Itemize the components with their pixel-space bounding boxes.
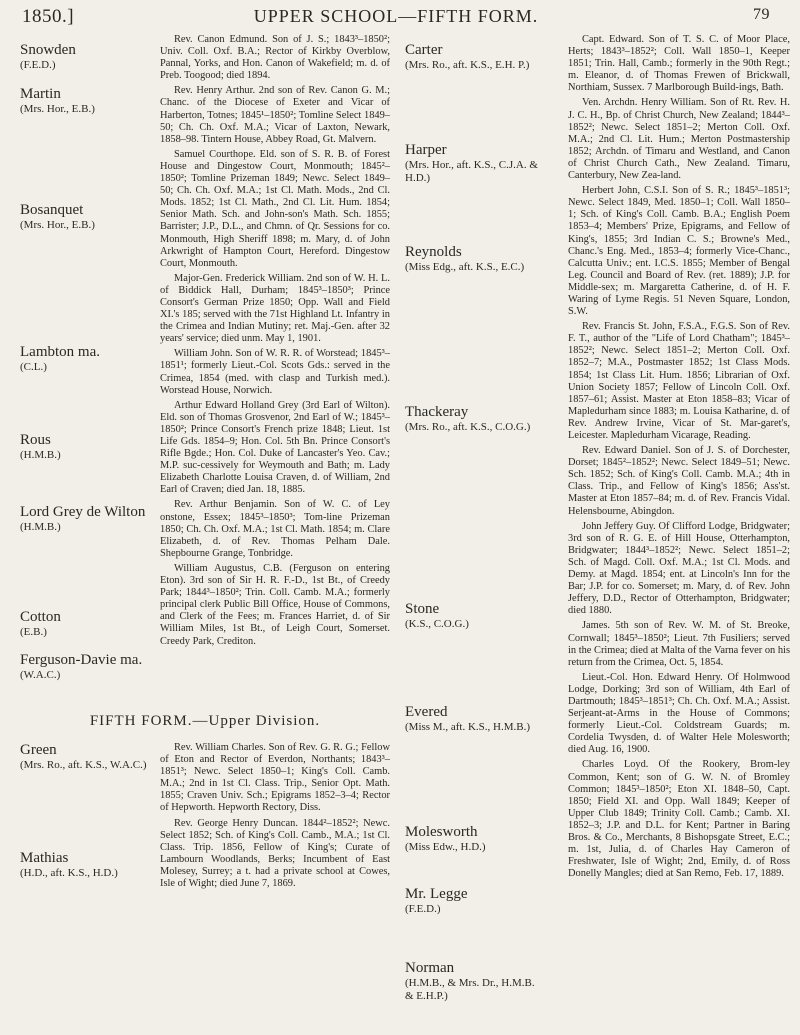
header-year: 1850.] (22, 6, 75, 27)
entry-thackeray: Rev. Francis St. John, F.S.A., F.G.S. Son of Rev. F. T., author of the "Life of Lord Chatham"; 1845³–1852²; Newc. Select 1851–2; Merton Coll. Oxf. 1852–7; M.A., Postmaster 1852; 1st Class Mods. 1854; 1st Class Lit. Hum. 1856; Librarian of Oxf. Union Society 1857; Fellow of Lincoln Coll. Oxf. 1857–61; Assist. Master at Eton 1858–83; Vicar of Mapledurham since 1883; m. Louisa Katharine, d. of Rev. Andrew Irvine, Vicar of St. Mar-garet's, Leicester. Mapledurham Vicarage, Reading. (568, 321, 790, 441)
entry-mathias: Rev. George Henry Duncan. 1844²–1852²; Newc. Select 1852; Sch. of King's Coll. Camb., M.A.; 1st Cl. Class. Trip. 1856, Fellow of King's; Curate of Lambourn Woodlands, Berks; Incumbent of East Molesey, Surrey; a t. had a private school at Cowes, Isle of Wight; died June 7, 1869. (160, 817, 390, 890)
entry-martin: Rev. Henry Arthur. 2nd son of Rev. Canon G. M.; Chanc. of the Diocese of Exeter and Vicar of Harberton, Totnes; 1845¹–1850²; Tomline Select 1849–50; Ch. Ch. Oxf. M.A.; Vicar of Laxton, Newark, 1858–98. Tintern House, Abbey Road, Gt. Malvern. (160, 85, 390, 145)
name-carter: Carter (Mrs. Ro., aft. K.S., E.H. P.) (405, 42, 530, 71)
section-heading: FIFTH FORM.—Upper Division. (89, 713, 321, 729)
left-entries-column (160, 34, 390, 651)
name-mathias: Mathias (H.D., aft. K.S., H.D.) (20, 850, 118, 879)
name-harper: Harper (Mrs. Hor., aft. K.S., C.J.A. & H.D.) (405, 142, 538, 184)
name-norman: Norman (H.M.B., & Mrs. Dr., H.M.B. & E.H.P.) (405, 960, 535, 1002)
name-reynolds: Reynolds (Miss Edg., aft. K.S., E.C.) (405, 244, 525, 273)
name-molesworth: Molesworth (Miss Edw., H.D.) (405, 824, 486, 853)
name-cotton: Cotton (E.B.) (20, 609, 61, 638)
left-lower-entries (160, 742, 390, 893)
name-ferguson-davie: Ferguson-Davie ma. (W.A.C.) (20, 652, 143, 681)
entry-molesworth: James. 5th son of Rev. W. M. of St. Breoke, Cornwall; 1845³–1850²; Lieut. 7th Fusiliers; served in the Crimea; died at Malta of the Varna fever on his return from the Crimea, Oct. 5, 1854. (568, 620, 790, 668)
entry-carter: Capt. Edward. Son of T. S. C. of Moor Place, Herts; 1843³–1852²; Coll. Wall 1850–1, Keeper 1851; Trin. Hall, Camb.; formerly in the 90th Regt.; m. Eleanor, d. of Thomas Frewen of Brickwall, Northiam, Sussex. 7 Marlborough Build-ings, Bath. (568, 34, 790, 94)
entry-bosanquet: Samuel Courthope. Eld. son of S. R. B. of Forest House and Dingestow Court, Monmouth; 1845²–1850²; Tomline Prizeman 1849; Newc. Select 1849–50; Ch. Ch. Oxf. M.A.; 1st Cl. Math. Mods., 2nd Cl. Mods. 1852; 1st Cl. Math., 2nd Cl. Lit. Hum. 1854; Senior Math. Sch. and John-son's Math. Sch. 1855; Barrister; J.P., D.L., and Chmn. of Qr. Sessions for co. Monmouth, High Sheriff 1898; m. Mary, d. of John Arkwright of Hampton Court, Hereford. Dingestow Court, Monmouth. (160, 148, 390, 269)
entry-norman: Charles Loyd. Of the Rookery, Brom-ley Common, Kent; son of G. W. N. of Bromley Common; 1845³–1850²; Eton XI. 1848–50, Capt. 1850; Field XI. and Opp. Wall 1849; Keeper of Upper Club 1849; Trinity Coll. Camb.; Camb. XI. 1852–3; J.P. and D.L. for Kent; Partner in Baring Bros. & Co., Merchants, 8 Bishopsgate Street, E.C.; m. 1st, Julia, d. of Charles Hay Cameron of Freshwater, Isle of Wight; 2nd, Emily, d. of Ross Donelly Mangles; died at San Remo, Feb. 17, 1889. (568, 759, 790, 880)
entry-rous: William John. Son of W. R. R. of Worstead; 1845³–1851¹; formerly Lieut.-Col. Scots Gds.: served in the Crimea, 1854 (med. with clasp and Turkish med.). Worstead House, Norwich. (160, 348, 390, 396)
name-martin: Martin (Mrs. Hor., E.B.) (20, 86, 95, 115)
entry-ferguson-davie: William Augustus, C.B. (Ferguson on entering Eton). 3rd son of Sir H. R. F.-D., 1st Bt., of Creedy Park; 1844³–1850²; Trin. Coll. Camb. M.A.; formerly principal clerk Public Bill Office, House of Commons, and Clerk of the Fees; m. Frances Harriet, d. of Sir William Miles, 1st Bt., of Leigh Court, Somerset. Creedy Park, Crediton. (160, 562, 390, 647)
name-stone: Stone (K.S., C.O.G.) (405, 601, 469, 630)
name-lord-grey-de-wilton: Lord Grey de Wilton (H.M.B.) (20, 504, 146, 533)
name-lambton: Lambton ma. (C.L.) (20, 344, 100, 373)
entry-stone: Rev. Edward Daniel. Son of J. S. of Dorchester, Dorset; 1845²–1852²; Newc. Select 1849–51; Newc. Sch. 1852; Sch. of King's Coll. Camb. M.A.; 4th in Class. Trip., and Fellow of King's 1856; Ass'st. Master at Eton 1857–84; m. d. of Rev. Francis Vidal. Helensbourne, Abingdon. (568, 445, 790, 517)
name-thackeray: Thackeray (Mrs. Ro., aft. K.S., C.O.G.) (405, 404, 531, 433)
entry-evered: John Jeffery Guy. Of Clifford Lodge, Bridgwater; 3rd son of R. G. E. of Hill House, Otterhampton, Bridgwater; 1844³–1852²; Newc. Select 1851–2; Sch. of Magd. Coll. Oxf. M.A.; 1st Cl. Mods. and Demy. at Magd. 1854; ent. at Lincoln's Inn for the Bar; J.P. for co. Somerset; m. Mary, d. of Rev. John Jeffery, D.D., Rector of Otterhampton, Bridgwater; died 1880. (568, 520, 790, 617)
name-evered: Evered (Miss M., aft. K.S., H.M.B.) (405, 704, 530, 733)
entry-lambton: Major-Gen. Frederick William. 2nd son of W. H. L. of Biddick Hall, Durham; 1845³–1850³; Prince Consort's German Prize 1850; Opp. Wall and Field XI.'s 185; served with the 71st Highland Lt. Infantry in the Crimea and Indian Mutiny; ret. Maj.-Gen. after 32 years' service; died unm. May 1, 1901. (160, 272, 390, 345)
entry-cotton: Rev. Arthur Benjamin. Son of W. C. of Ley onstone, Essex; 1845³–1850³; Tom-line Prizeman 1850; Ch. Ch. Oxf. M.A.; 1st Cl. Math. 1854; m. Clare Elizabeth, d. of Rev. Thomas Pelham Dale. Shepbourne Grange, Tonbridge. (160, 499, 390, 559)
right-entries-column (568, 34, 790, 883)
name-rous: Rous (H.M.B.) (20, 432, 61, 461)
page-number: 79 (753, 6, 770, 23)
name-snowden: Snowden (F.E.D.) (20, 42, 76, 71)
entry-harper: Ven. Archdn. Henry William. Son of Rt. Rev. H. J. C. H., Bp. of Christ Church, New Zealand; 1844³–1852²; Newc. Select 1851–2; Merton Coll. Oxf. M.A.; 2nd Cl. Lit. Hum.; Merton Postmastership 1852; Archdn. of Timaru and Westland, and Canon of Christ Church Cath., New Zealand. Timaru, Canterbury, New Zea-land. (568, 97, 790, 182)
entry-reynolds: Herbert John, C.S.I. Son of S. R.; 1845³–1851³; Newc. Select 1849, Med. 1850–1; Coll. Wall 1850–1; Sch. of King's Coll. Camb. B.A.; English Poem 1853–4; Members' Prize, Epigrams, and Fellow of King's, 1855; 3rd Indian C. S.; Browne's Med., Chanc.'s Eng. Med., 1853–4; formerly Vice-Chanc., Calcutta Univ.; ent. I.C.S. 1855; Member of Bengal Leg. Council and Board of Rev. (ret. 1889); J.P. for Middle-sex; m. Margaretta Catherine, d. of H. F. Waring of Lyme Regis. 51 Neven Square, London, S.W. (568, 185, 790, 318)
entry-snowden: Rev. Canon Edmund. Son of J. S.; 1843³–1850²; Univ. Coll. Oxf. B.A.; Rector of Kirkby Overblow, Pannal, Yorks, and Hon. Canon of Wakefield; m. d. of Preb. Toogood; died 1894. (160, 34, 390, 82)
name-green: Green (Mrs. Ro., aft. K.S., W.A.C.) (20, 742, 147, 771)
page-title: UPPER SCHOOL—FIFTH FORM. (253, 6, 539, 26)
name-bosanquet: Bosanquet (Mrs. Hor., E.B.) (20, 202, 95, 231)
entry-legge: Lieut.-Col. Hon. Edward Henry. Of Holmwood Lodge, Dorking; 3rd son of William, 4th Earl of Dartmouth; 1845³–1851³; Ch. Ch. Oxf. M.A.; Assist. Serjeant-at-Arms in the House of Commons; formerly Lieut.-Col. Coldstream Guards; m. Cordelia Twysden, d. of Walter Hele Molesworth; died Aug. 16, 1900. (568, 671, 790, 756)
entry-green: Rev. William Charles. Son of Rev. G. R. G.; Fellow of Eton and Rector of Everdon, Northants; 1843³–1851³; Newc. Select 1850–1; King's Coll. Camb. M.A.; 2nd in 1st Cl. Class. Trip., Senior Opt. Math. 1855; Craven Univ. Sch.; Epigrams 1852–3–4; Rector of Hepworth. Hepworth Rectory, Diss. (160, 742, 390, 814)
name-legge: Mr. Legge (F.E.D.) (405, 886, 468, 915)
running-head (22, 6, 770, 28)
entry-grey-de-wilton: Arthur Edward Holland Grey (3rd Earl of Wilton). Eld. son of Thomas Grosvenor, 2nd Earl of W.; 1845³–1850²; Prince Consort's French prize 1848; Lieut. 1st Life Gds. 1854–9; Hon. Col. 5th Bn. Prince Consort's Rifle Bgde.; Hon. Col. Duke of Lancaster's Yeo. Cav.; M.P. suc-cessively for Weymouth and Bath; m. Lady Elizabeth Charlotte Louisa Craven, d. of William, 2nd Earl of Craven; died Jan. 18, 1885. (160, 399, 390, 496)
